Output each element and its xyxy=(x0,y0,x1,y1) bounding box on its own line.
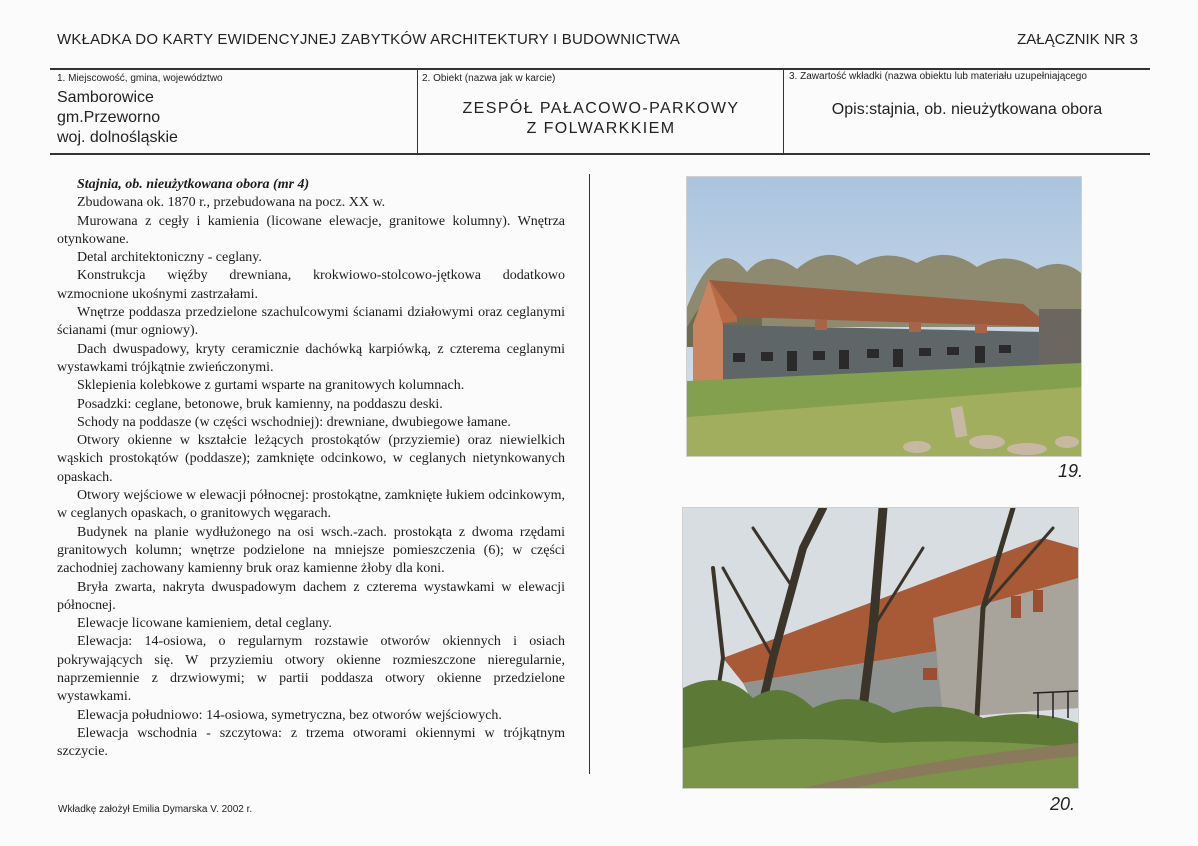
object-line-1: ZESPÓŁ PAŁACOWO-PARKOWY xyxy=(462,100,740,117)
annex-number: ZAŁĄCZNIK NR 3 xyxy=(1017,31,1138,48)
commune-name: gm.Przeworno xyxy=(57,109,161,126)
description-paragraph: Elewacje licowane kamieniem, detal ceglany. xyxy=(77,616,332,632)
description-title: Stajnia, ob. nieużytkowana obora (mr 4) xyxy=(77,177,310,192)
box-divider-1 xyxy=(417,69,418,154)
object-label: 2. Obiekt (nazwa jak w karcie) xyxy=(422,73,556,84)
description-paragraph: Elewacja: 14-osiowa, o regularnym rozstawie otworów okiennych i osiach pokrywających się. W przyziemiu otwory okienne rozmieszczone nieregularnie, naprzemiennie z drzwiowymi; w partii poddasza otwory okienne przedzielone wystawkami. xyxy=(57,634,565,705)
box-divider-2 xyxy=(783,69,784,154)
place-label: 1. Miejscowość, gmina, województwo xyxy=(57,73,223,84)
photo-stable-among-trees xyxy=(682,507,1079,789)
box-bottom-border xyxy=(50,153,1150,155)
column-divider xyxy=(589,174,590,774)
description-paragraph: Posadzki: ceglane, betonowe, bruk kamienny, na poddaszu deski. xyxy=(77,396,443,412)
description-paragraph: Sklepienia kolebkowe z gurtami wsparte na granitowych kolumnach. xyxy=(77,378,465,394)
description-text xyxy=(57,176,565,762)
description-paragraph: Otwory wejściowe w elewacji północnej: prostokątne, zamknięte łukiem odcinkowym, w ceglanych opaskach, o granitowych węgarach. xyxy=(57,488,565,522)
description-paragraph: Elewacja wschodnia - szczytowa: z trzema otworami okiennymi w trójkątnym szczycie. xyxy=(57,725,565,760)
description-paragraph: Budynek na planie wydłużonego na osi wsch.-zach. prostokąta z dwoma rzędami granitowych kolumn; wnętrze podzielone na mniejsze pomieszczenia (6); w części zachodniej zachowany kamienny bruk oraz kamienne żłoby dla koni. xyxy=(57,524,565,577)
object-line-2: Z FOLWARKKIEM xyxy=(526,120,676,137)
photo-number: 19. xyxy=(1058,461,1084,481)
voivodeship-name: woj. dolnośląskie xyxy=(57,129,178,146)
description-paragraph: Schody na poddasze (w części wschodniej): drewniane, dwubiegowe łamane. xyxy=(77,414,511,430)
place-value xyxy=(57,88,178,148)
description-paragraph: Detal architektoniczny - ceglany. xyxy=(77,250,262,266)
description-paragraph: Konstrukcja więźby drewniana, krokwiowo-stolcowo-jętkowa dodatkowo wzmocnione ukośnymi zastrzałami. xyxy=(57,268,565,302)
description-paragraph: Otwory okienne w kształcie leżących prostokątów (przyziemie) oraz niewielkich wąskich prostokątów (poddasze); zamknięte odcinkowo, w ceglanych nietynkowanych opaskach. xyxy=(57,433,565,485)
description-paragraph: Bryła zwarta, nakryta dwuspadowym dachem z czterema wystawkami w elewacji północnej. xyxy=(57,579,565,613)
box-top-border xyxy=(50,68,1150,70)
header-title: WKŁADKA DO KARTY EWIDENCYJNEJ ZABYTKÓW ARCHITEKTURY I BUDOWNICTWA xyxy=(57,31,681,48)
description-paragraph: Zbudowana ok. 1870 r., przebudowana na pocz. XX w. xyxy=(77,195,386,211)
description-paragraph: Elewacja południowo: 14-osiowa, symetryczna, bez otworów wejściowych. xyxy=(77,707,502,723)
description-paragraph: Wnętrze poddasza przedzielone szachulcowymi ścianami działowymi oraz ceglanymi ścianami (mur ogniowy). xyxy=(57,305,565,339)
photo-number: 20. xyxy=(1050,794,1076,814)
footer-author: Wkładkę założył Emilia Dymarska V. 2002 r. xyxy=(58,804,253,815)
village-name: Samborowice xyxy=(57,89,154,106)
object-value xyxy=(420,99,782,139)
description-paragraph: Dach dwuspadowy, kryty ceramicznie dachówką karpiówką, z czterema ceglanymi wystawkami trójkątnie zwieńczonymi. xyxy=(57,341,565,375)
contents-label: 3. Zawartość wkładki (nazwa obiektu lub materiału uzupełniającego xyxy=(789,71,1087,82)
photo-stable-exterior xyxy=(686,176,1082,457)
contents-value: Opis:stajnia, ob. nieużytkowana obora xyxy=(831,101,1103,118)
description-paragraph: Murowana z cegły i kamienia (licowane elewacje, granitowe kolumny). Wnętrza otynkowane. xyxy=(57,213,565,247)
